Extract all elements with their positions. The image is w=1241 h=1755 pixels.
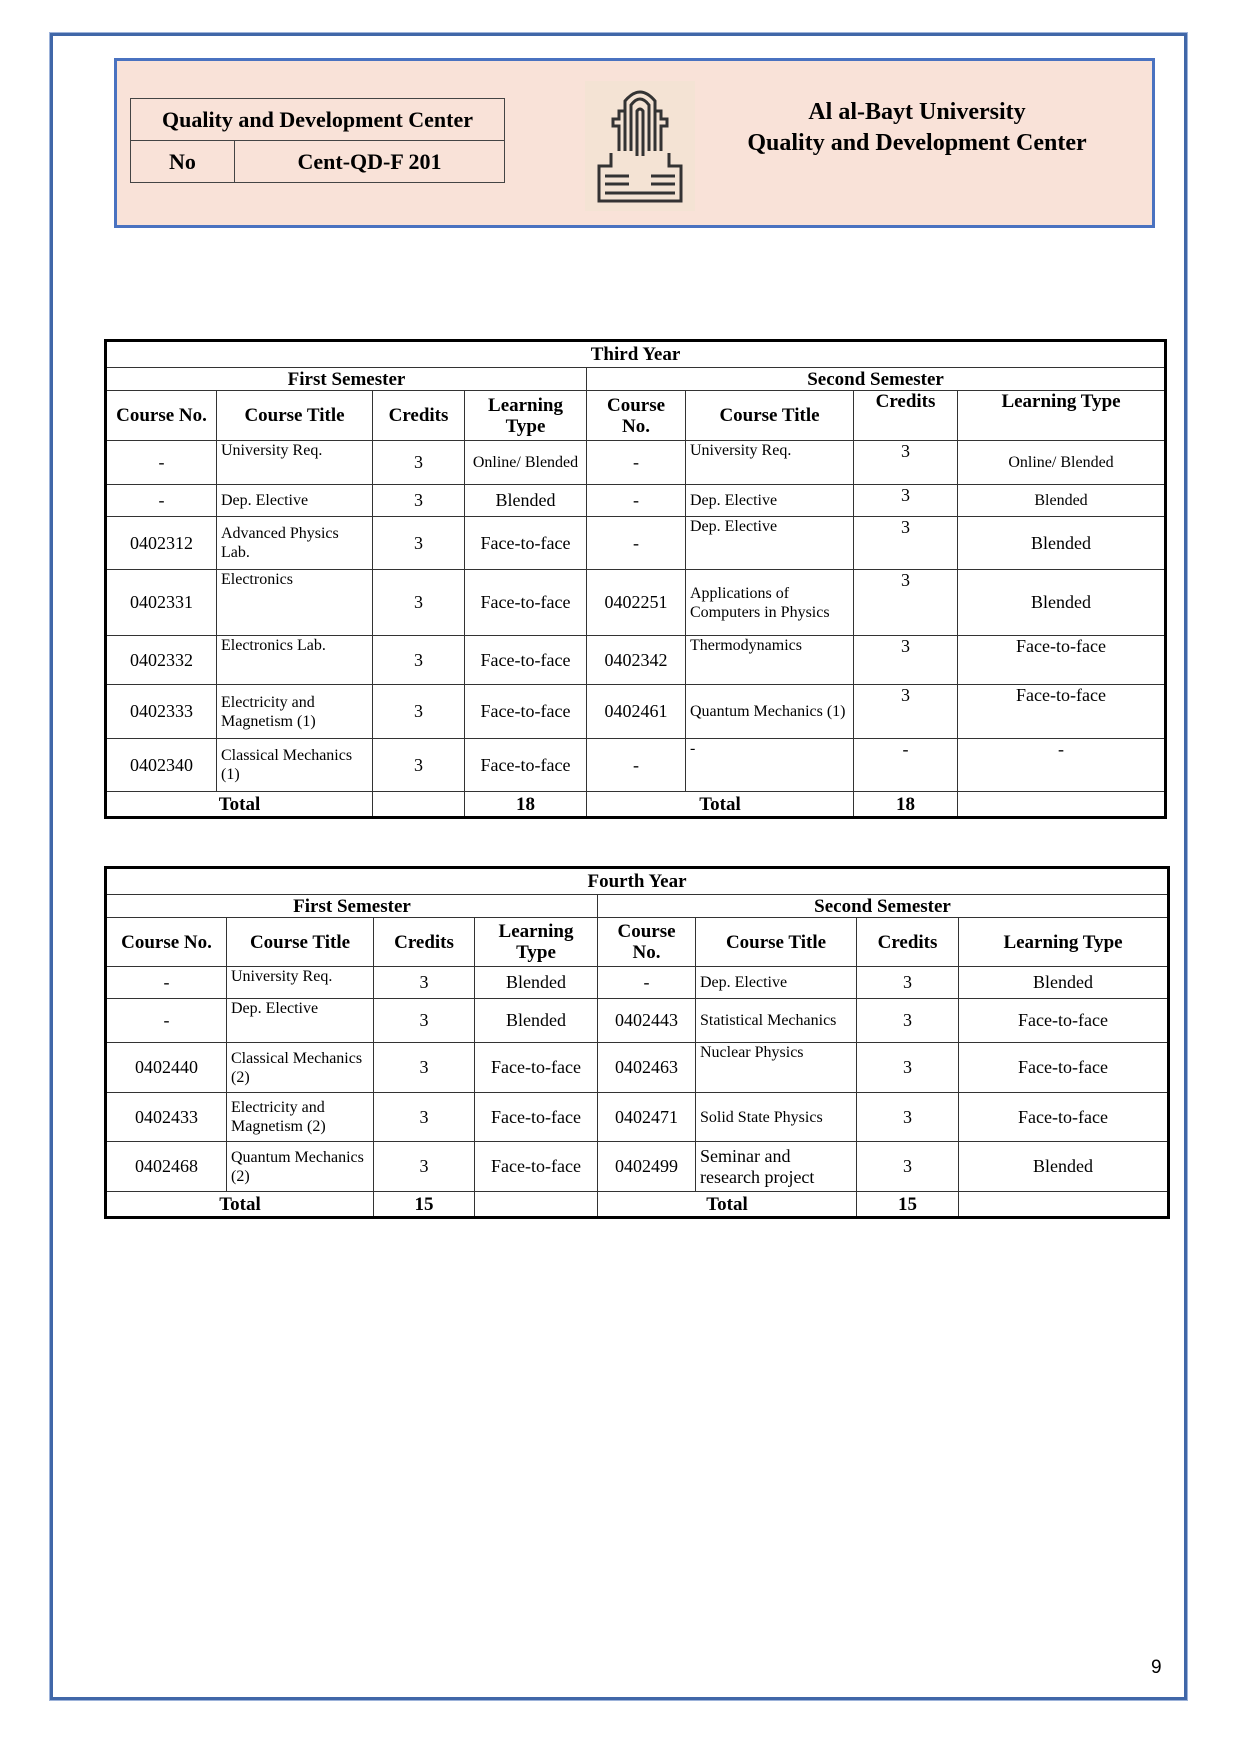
col-credits: Credits <box>373 391 465 441</box>
no-label: No <box>131 141 235 183</box>
university-logo <box>585 81 695 211</box>
course-title: Applications of Computers in Physics <box>686 570 854 636</box>
col-course-no: Course No. <box>598 918 696 967</box>
credits: 3 <box>857 999 959 1043</box>
course-title: University Req. <box>227 967 374 999</box>
empty-cell <box>958 792 1166 818</box>
course-title: Nuclear Physics <box>696 1043 857 1093</box>
first-semester-title: First Semester <box>106 895 598 918</box>
course-title: Dep. Elective <box>696 967 857 999</box>
learning-type: Blended <box>958 570 1166 636</box>
course-title: Dep. Elective <box>227 999 374 1043</box>
course-no: - <box>106 967 227 999</box>
empty-cell <box>959 1192 1169 1218</box>
course-no: 0402312 <box>106 517 217 570</box>
learning-type: Face-to-face <box>958 636 1166 685</box>
learning-type: Face-to-face <box>959 1093 1169 1142</box>
learning-type: Blended <box>959 1142 1169 1192</box>
learning-type: Blended <box>959 967 1169 999</box>
credits: 3 <box>857 1093 959 1142</box>
course-title: Quantum Mechanics (2) <box>227 1142 374 1192</box>
course-no: 0402468 <box>106 1142 227 1192</box>
learning-type: Face-to-face <box>475 1093 598 1142</box>
total-label: Total <box>106 1192 374 1218</box>
total-credits: 15 <box>857 1192 959 1218</box>
credits: - <box>854 739 958 792</box>
table-row <box>106 685 1166 739</box>
course-title: Solid State Physics <box>696 1093 857 1142</box>
university-center: Quality and Development Center <box>747 130 1087 156</box>
course-no: 0402499 <box>598 1142 696 1192</box>
learning-type: Online/ Blended <box>958 441 1166 485</box>
col-credits: Credits <box>374 918 475 967</box>
col-learning-type: Learning Type <box>959 918 1169 967</box>
course-no: 0402340 <box>106 739 217 792</box>
learning-type: Blended <box>958 517 1166 570</box>
learning-type: Blended <box>958 485 1166 517</box>
col-credits: Credits <box>854 391 958 441</box>
course-title: Electricity and Magnetism (2) <box>227 1093 374 1142</box>
course-title: Seminar and research project <box>696 1142 857 1192</box>
learning-type: Blended <box>475 999 598 1043</box>
course-title: Advanced Physics Lab. <box>217 517 373 570</box>
credits: 3 <box>857 1043 959 1093</box>
course-no: - <box>106 441 217 485</box>
learning-type: Online/ Blended <box>465 441 587 485</box>
learning-type: Face-to-face <box>465 570 587 636</box>
credits: 3 <box>373 441 465 485</box>
total-row <box>106 1192 1169 1218</box>
credits: 3 <box>374 967 475 999</box>
empty-cell <box>475 1192 598 1218</box>
credits: 3 <box>373 739 465 792</box>
course-no: 0402332 <box>106 636 217 685</box>
col-course-no: Course No. <box>106 918 227 967</box>
credits: 3 <box>374 1093 475 1142</box>
total-label: Total <box>598 1192 857 1218</box>
course-no: 0402440 <box>106 1043 227 1093</box>
credits: 3 <box>373 685 465 739</box>
learning-type: - <box>958 739 1166 792</box>
col-learning-type: Learning Type <box>958 391 1166 441</box>
credits: 3 <box>374 999 475 1043</box>
year-title: Fourth Year <box>106 868 1169 895</box>
table-row <box>106 999 1169 1043</box>
col-learning-type: Learning Type <box>475 918 598 967</box>
table-row <box>106 570 1166 636</box>
col-course-title: Course Title <box>696 918 857 967</box>
credits: 3 <box>854 441 958 485</box>
course-title: Thermodynamics <box>686 636 854 685</box>
credits: 3 <box>374 1043 475 1093</box>
course-no: 0402443 <box>598 999 696 1043</box>
course-title: Electronics Lab. <box>217 636 373 685</box>
year-title: Third Year <box>106 341 1166 368</box>
course-no: - <box>587 517 686 570</box>
course-title: Electricity and Magnetism (1) <box>217 685 373 739</box>
fourth-year-table <box>104 866 1170 1219</box>
table-row <box>106 1093 1169 1142</box>
form-code: Cent-QD-F 201 <box>235 141 505 183</box>
credits: 3 <box>373 636 465 685</box>
learning-type: Blended <box>465 485 587 517</box>
learning-type: Face-to-face <box>958 685 1166 739</box>
learning-type: Face-to-face <box>465 636 587 685</box>
credits: 3 <box>854 485 958 517</box>
course-title: Dep. Elective <box>217 485 373 517</box>
total-credits: 18 <box>465 792 587 818</box>
course-title: Classical Mechanics (2) <box>227 1043 374 1093</box>
learning-type: Blended <box>475 967 598 999</box>
form-id-table <box>130 98 505 183</box>
empty-cell <box>373 792 465 818</box>
course-no: - <box>587 441 686 485</box>
learning-type: Face-to-face <box>475 1142 598 1192</box>
total-credits: 18 <box>854 792 958 818</box>
course-title: Dep. Elective <box>686 517 854 570</box>
table-row <box>106 441 1166 485</box>
course-no: - <box>106 999 227 1043</box>
col-course-no: Course No. <box>106 391 217 441</box>
learning-type: Face-to-face <box>465 517 587 570</box>
course-title: Dep. Elective <box>686 485 854 517</box>
credits: 3 <box>854 517 958 570</box>
table-row <box>106 1043 1169 1093</box>
col-course-title: Course Title <box>217 391 373 441</box>
course-no: - <box>587 485 686 517</box>
col-course-title: Course Title <box>686 391 854 441</box>
learning-type: Face-to-face <box>959 1043 1169 1093</box>
university-logo-icon <box>585 81 695 211</box>
course-no: - <box>598 967 696 999</box>
credits: 3 <box>857 1142 959 1192</box>
first-semester-title: First Semester <box>106 368 587 391</box>
total-row <box>106 792 1166 818</box>
course-title: - <box>686 739 854 792</box>
course-title: University Req. <box>217 441 373 485</box>
learning-type: Face-to-face <box>475 1043 598 1093</box>
table-row <box>106 967 1169 999</box>
learning-type: Face-to-face <box>465 685 587 739</box>
second-semester-title: Second Semester <box>598 895 1169 918</box>
course-title: Statistical Mechanics <box>696 999 857 1043</box>
third-year-table <box>104 339 1167 819</box>
course-no: 0402433 <box>106 1093 227 1142</box>
col-course-title: Course Title <box>227 918 374 967</box>
table-row <box>106 485 1166 517</box>
table-row <box>106 739 1166 792</box>
table-row <box>106 636 1166 685</box>
col-course-no: Course No. <box>587 391 686 441</box>
course-no: - <box>106 485 217 517</box>
university-title <box>707 97 1127 159</box>
total-credits: 15 <box>374 1192 475 1218</box>
course-title: Classical Mechanics (1) <box>217 739 373 792</box>
credits: 3 <box>854 685 958 739</box>
credits: 3 <box>854 570 958 636</box>
credits: 3 <box>373 485 465 517</box>
credits: 3 <box>857 967 959 999</box>
credits: 3 <box>374 1142 475 1192</box>
course-no: - <box>587 739 686 792</box>
credits: 3 <box>373 517 465 570</box>
course-no: 0402342 <box>587 636 686 685</box>
total-label: Total <box>587 792 854 818</box>
center-name: Quality and Development Center <box>131 99 505 141</box>
course-no: 0402461 <box>587 685 686 739</box>
course-no: 0402463 <box>598 1043 696 1093</box>
page-number: 9 <box>1151 1657 1162 1678</box>
document-header <box>114 58 1155 228</box>
second-semester-title: Second Semester <box>587 368 1166 391</box>
learning-type: Face-to-face <box>959 999 1169 1043</box>
col-learning-type: Learning Type <box>465 391 587 441</box>
course-no: 0402471 <box>598 1093 696 1142</box>
learning-type: Face-to-face <box>465 739 587 792</box>
course-title: Electronics <box>217 570 373 636</box>
col-credits: Credits <box>857 918 959 967</box>
credits: 3 <box>373 570 465 636</box>
table-row <box>106 1142 1169 1192</box>
credits: 3 <box>854 636 958 685</box>
table-row <box>106 517 1166 570</box>
university-name: Al al-Bayt University <box>808 99 1026 125</box>
total-label: Total <box>106 792 373 818</box>
course-title: University Req. <box>686 441 854 485</box>
course-no: 0402331 <box>106 570 217 636</box>
course-title: Quantum Mechanics (1) <box>686 685 854 739</box>
course-no: 0402251 <box>587 570 686 636</box>
course-no: 0402333 <box>106 685 217 739</box>
